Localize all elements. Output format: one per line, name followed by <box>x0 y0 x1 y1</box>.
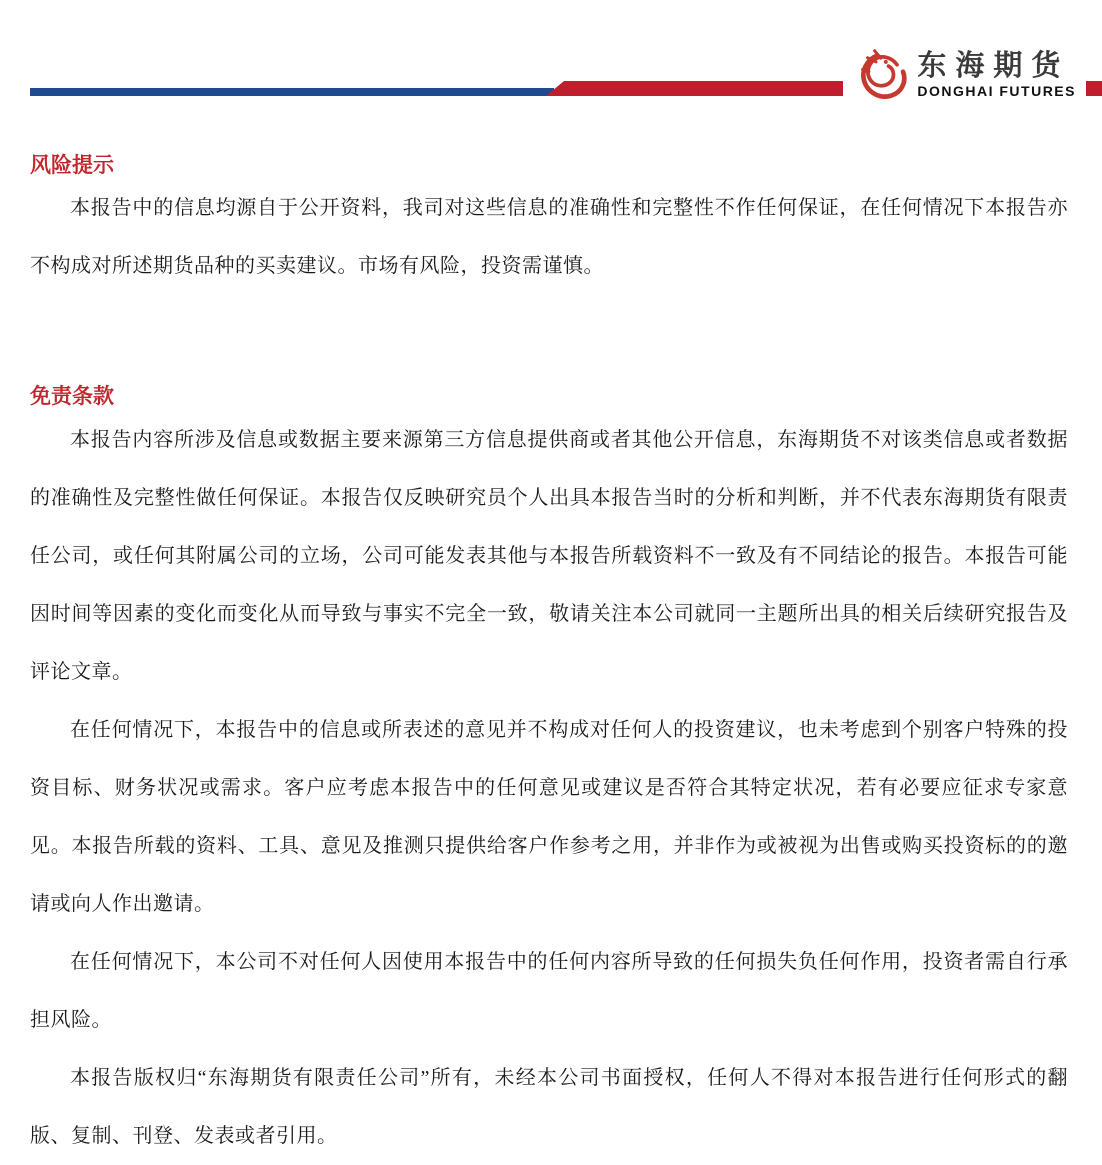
brand-name-chinese: 东海期货 <box>917 50 1070 82</box>
disclaimer-paragraph-1: 本报告内容所涉及信息或数据主要来源第三方信息提供商或者其他公开信息，东海期货不对该类信息或者数据的准确性及完整性做任何保证。本报告仅反映研究员个人出具本报告当时的分析和判断，并不代表东海期货有限责任公司，或任何其附属公司的立场，公司可能发表其他与本报告所载资料不一致及有不同结论的报告。本报告可能因时间等因素的变化而变化从而导致与事实不完全一致，敬请关注本公司就同一主题所出具的相关后续研究报告及评论文章。 <box>30 428 1068 683</box>
donghai-futures-logo <box>843 44 1086 106</box>
risk-warning-heading: 风险提示 <box>30 153 114 177</box>
disclaimer-paragraph-4: 本报告版权归“东海期货有限责任公司”所有，未经本公司书面授权，任何人不得对本报告进行任何形式的翻版、复制、刊登、发表或者引用。 <box>30 1066 1068 1147</box>
brand-name-english: DONGHAI FUTURES <box>917 82 1076 99</box>
document-body <box>0 152 1102 1165</box>
header-rule-blue <box>30 88 554 96</box>
page-header <box>0 0 1102 122</box>
disclaimer-paragraph-3: 在任何情况下，本公司不对任何人因使用本报告中的任何内容所导致的任何损失负任何作用，投资者需自行承担风险。 <box>30 950 1068 1031</box>
risk-warning-paragraph: 本报告中的信息均源自于公开资料，我司对这些信息的准确性和完整性不作任何保证，在任何情况下本报告亦不构成对所述期货品种的买卖建议。市场有风险，投资需谨慎。 <box>30 197 1068 278</box>
disclaimer-paragraph-2: 在任何情况下，本报告中的信息或所表述的意见并不构成对任何人的投资建议，也未考虑到个别客户特殊的投资目标、财务状况或需求。客户应考虑本报告中的任何意见或建议是否符合其特定状况，若有必要应征求专家意见。本报告所载的资料、工具、意见及推测只提供给客户作参考之用，并非作为或被视为出售或购买投资标的的邀请或向人作出邀请。 <box>30 718 1068 915</box>
dragon-logo-icon <box>855 46 911 104</box>
logo-text-block <box>917 51 1076 99</box>
disclaimer-heading: 免责条款 <box>30 384 114 409</box>
